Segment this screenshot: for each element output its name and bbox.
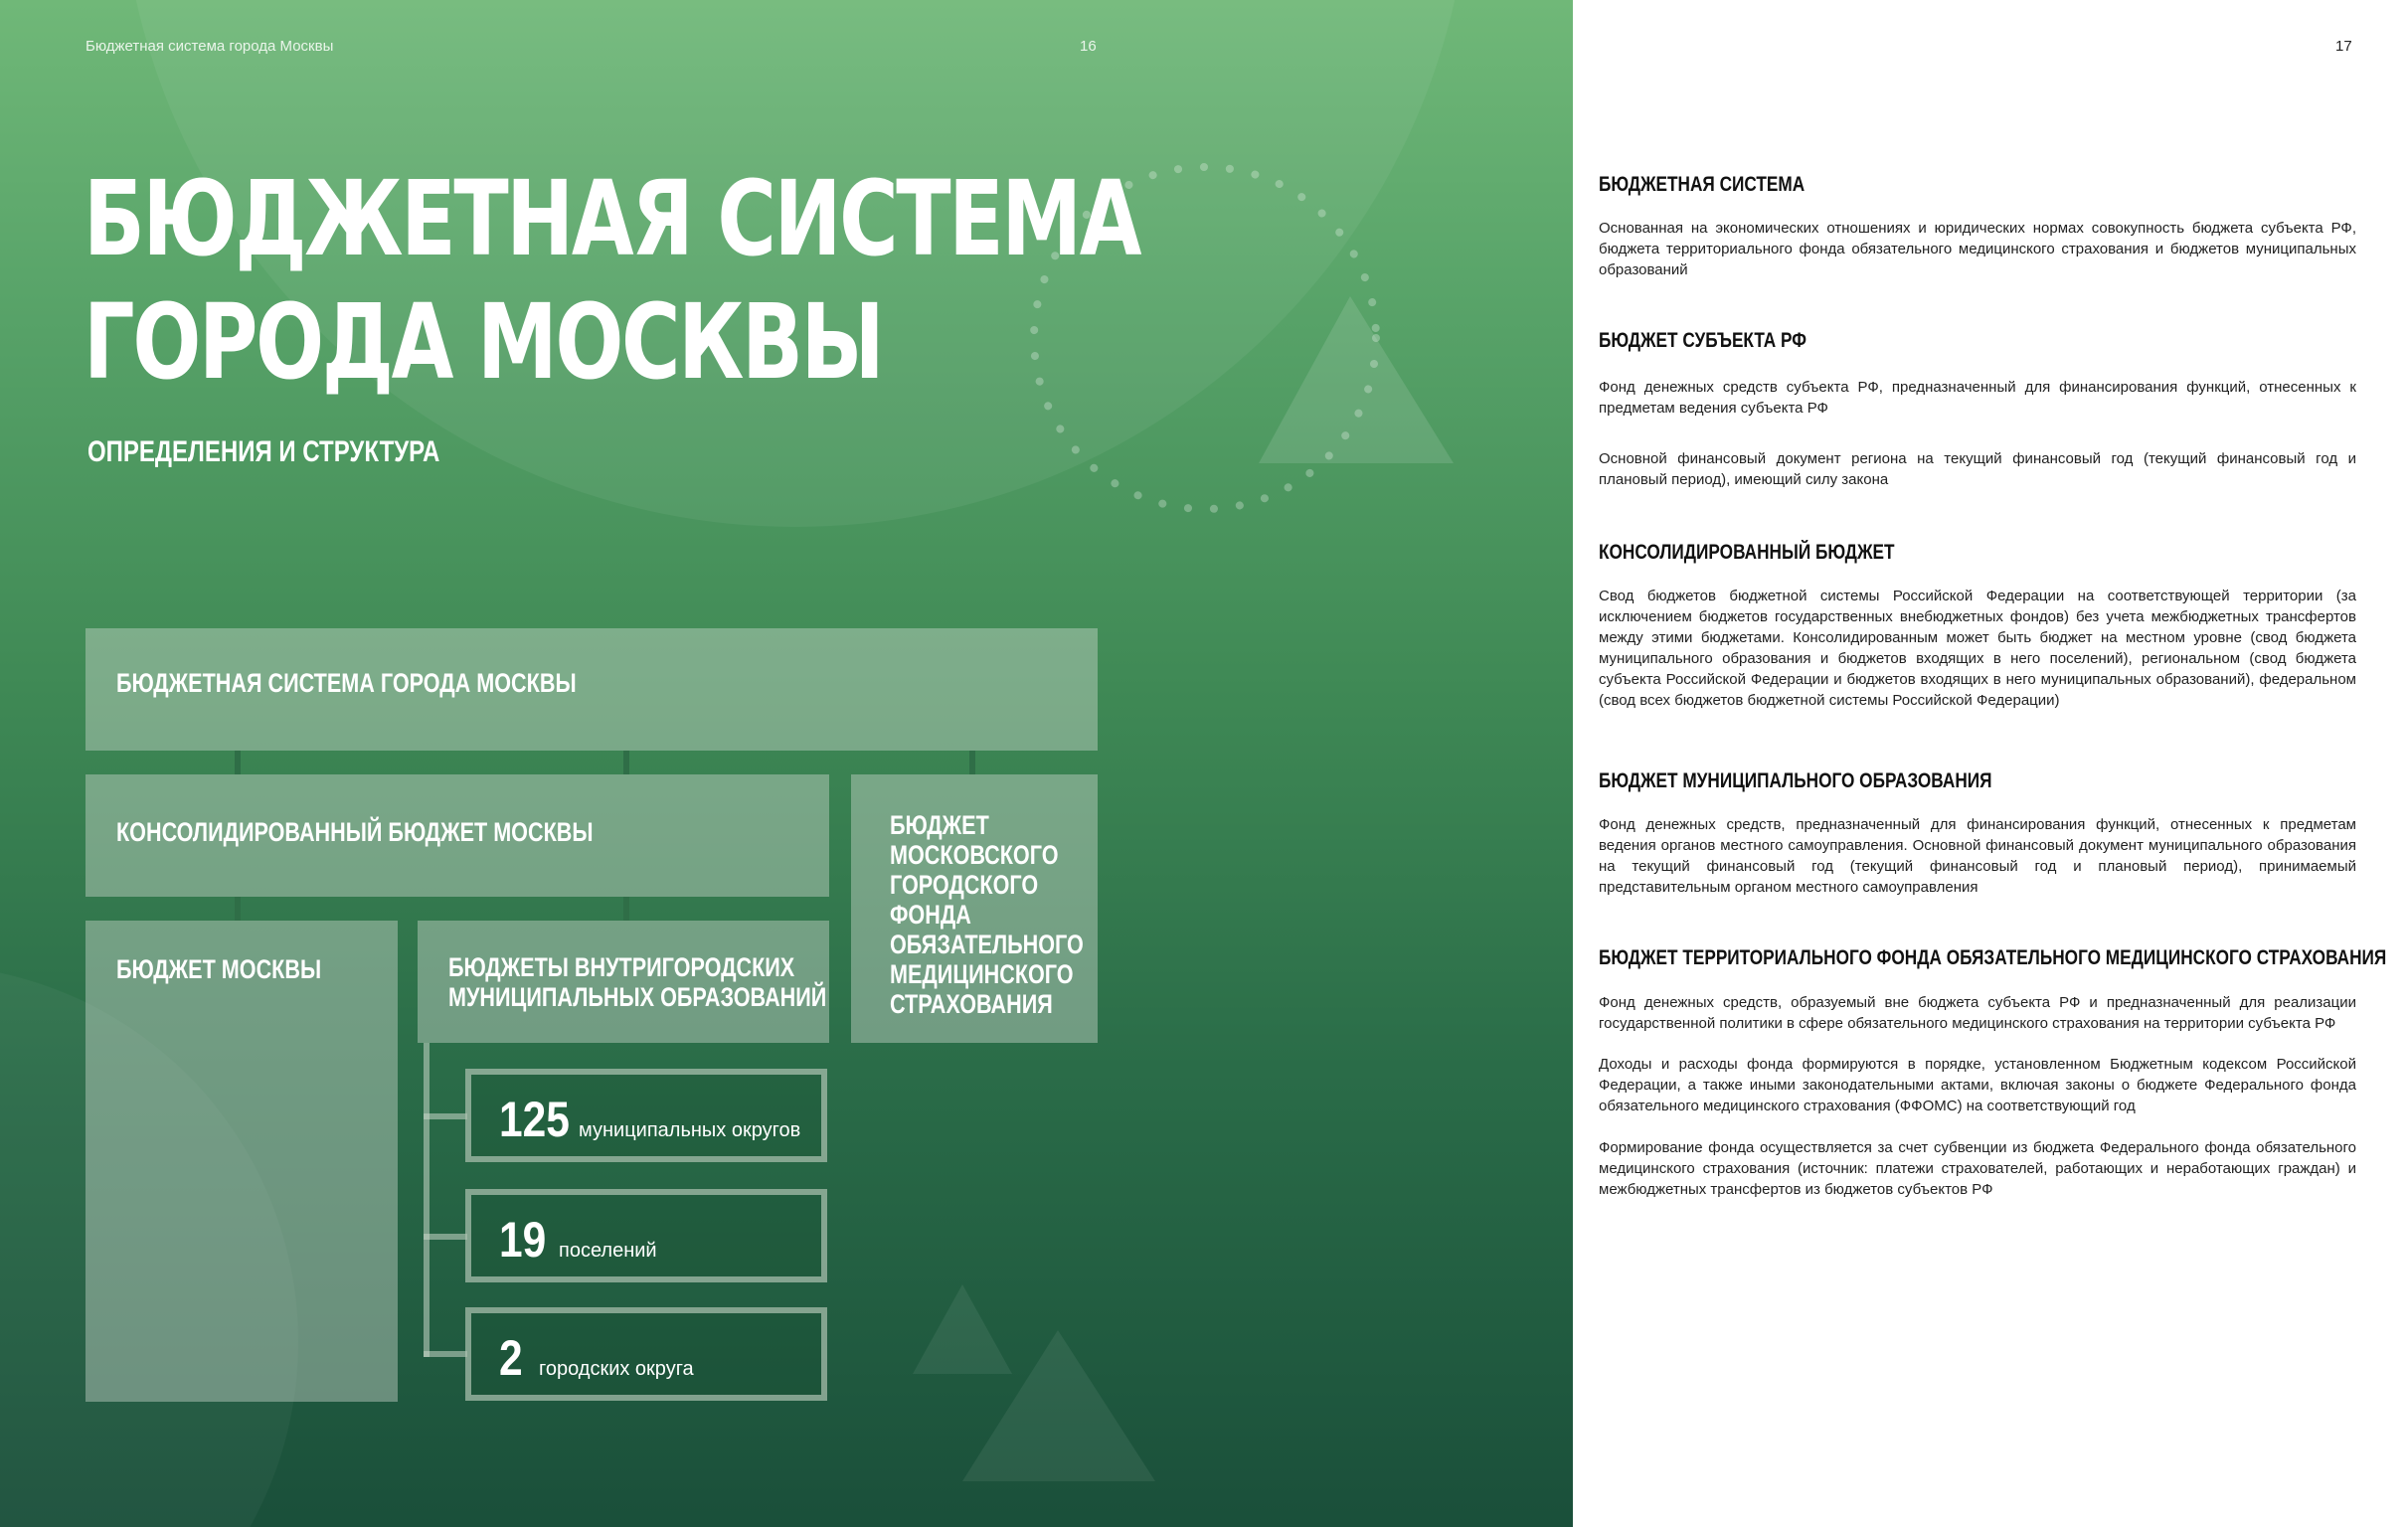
omi-fund-line: ФОНДА — [890, 900, 971, 930]
definition-text: Формирование фонда осуществляется за счет субвенции из бюджета Федерального фонда обязательного медицинского страхования (источник: платежи страхователей, работающих и неработающих граждан) и межбюджетных трансфертов из бюджетов субъектов РФ — [1599, 1139, 2356, 1198]
stat-box-municipal-districts — [465, 1069, 827, 1162]
definition-text: Фонд денежных средств, образуемый вне бюджета субъекта РФ и предназначенный для реализации государственной политики в сфере обязательного медицинского страхования на территории субъекта РФ — [1599, 994, 2356, 1032]
tree-line-horizontal — [424, 1234, 467, 1240]
page-number-right: 17 — [2335, 38, 2352, 55]
municipal-budgets-label — [448, 952, 826, 1012]
omi-fund-line: МЕДИЦИНСКОГО — [890, 959, 1074, 989]
omi-fund-line: МОСКОВСКОГО — [890, 840, 1059, 870]
connector — [623, 897, 629, 921]
stat-box-settlements — [465, 1189, 827, 1282]
diagram-root-label: БЮДЖЕТНАЯ СИСТЕМА ГОРОДА МОСКВЫ — [116, 668, 577, 698]
diagram-root-box — [86, 628, 1098, 751]
omi-fund-line: ОБЯЗАТЕЛЬНОГО — [890, 930, 1084, 959]
definition-heading: БЮДЖЕТ ТЕРРИТОРИАЛЬНОГО ФОНДА ОБЯЗАТЕЛЬНОГО МЕДИЦИНСКОГО СТРАХОВАНИЯ — [1599, 946, 2387, 969]
stat-number: 19 — [499, 1212, 547, 1268]
consolidated-budget-label: КОНСОЛИДИРОВАННЫЙ БЮДЖЕТ МОСКВЫ — [116, 817, 594, 847]
omi-fund-label — [890, 810, 1084, 1019]
tree-line-horizontal — [424, 1113, 467, 1119]
connector — [969, 751, 975, 774]
definition-text: Фонд денежных средств субъекта РФ, предназначенный для финансирования функций, отнесенных к предметам ведения субъекта РФ — [1599, 379, 2356, 417]
page-title — [84, 157, 1139, 404]
page-number-left: 16 — [1080, 38, 1097, 55]
stat-number: 125 — [499, 1092, 570, 1147]
omi-fund-line: ГОРОДСКОГО — [890, 870, 1039, 900]
triangle-shape-small — [913, 1284, 1012, 1374]
definition-heading: КОНСОЛИДИРОВАННЫЙ БЮДЖЕТ — [1599, 541, 1895, 564]
definition-text: Основанная на экономических отношениях и юридических нормах совокупность бюджета субъекта РФ, бюджета территориального фонда обязательного медицинского страхования и бюджетов муниципальных образований — [1599, 220, 2356, 278]
title-line-2: ГОРОДА МОСКВЫ — [84, 281, 883, 403]
definition-text: Доходы и расходы фонда формируются в порядке, установленном Бюджетным кодексом Российской Федерации, а также иными законодательными актами, включая законы о бюджете Федерального фонда обязательного медицинского страхования (ФФОМС) на соответствующий год — [1599, 1056, 2356, 1114]
title-line-1: БЮДЖЕТНАЯ СИСТЕМА — [84, 158, 1140, 279]
omi-fund-line: СТРАХОВАНИЯ — [890, 989, 1053, 1019]
moscow-budget-label: БЮДЖЕТ МОСКВЫ — [116, 954, 322, 984]
omi-fund-line: БЮДЖЕТ — [890, 810, 989, 840]
definition-heading: БЮДЖЕТ МУНИЦИПАЛЬНОГО ОБРАЗОВАНИЯ — [1599, 769, 1992, 792]
municipal-budgets-box — [418, 921, 829, 1043]
omi-fund-box — [851, 774, 1098, 1043]
tree-line-horizontal — [424, 1351, 467, 1357]
stat-box-city-districts — [465, 1307, 827, 1401]
connector — [235, 897, 241, 921]
tree-line-vertical — [424, 1043, 430, 1357]
moscow-budget-box — [86, 921, 398, 1402]
connector — [623, 751, 629, 774]
triangle-shape-top — [1259, 296, 1454, 463]
definition-heading: БЮДЖЕТНАЯ СИСТЕМА — [1599, 173, 1806, 196]
definition-text: Свод бюджетов бюджетной системы Российской Федерации на соответствующей территории (за исключением бюджетов государственных внебюджетных фондов) без учета межбюджетных трансфертов между этими бюджетами. Консолидированным может быть бюджет на местном уровне (свод бюджета муниципального образования и бюджетов входящих в него поселений), региональном (свод бюджета субъекта Российской Федерации и бюджетов входящих в него муниципальных образований), федеральном (свод всех бюджетов бюджетной системы Российской Федерации) — [1599, 588, 2356, 709]
municipal-budgets-line: МУНИЦИПАЛЬНЫХ ОБРАЗОВАНИЙ — [448, 982, 827, 1012]
connector — [235, 751, 241, 774]
stat-label: муниципальных округов — [579, 1119, 801, 1141]
consolidated-budget-box — [86, 774, 829, 897]
page-subtitle: ОПРЕДЕЛЕНИЯ И СТРУКТУРА — [87, 435, 440, 468]
stat-label: городских округа — [539, 1358, 694, 1380]
definition-heading: БЮДЖЕТ СУБЪЕКТА РФ — [1599, 329, 1806, 352]
stat-label: поселений — [559, 1240, 657, 1262]
running-title: Бюджетная система города Москвы — [86, 38, 334, 55]
municipal-budgets-line: БЮДЖЕТЫ ВНУТРИГОРОДСКИХ — [448, 952, 795, 982]
definition-text: Основной финансовый документ региона на текущий финансовый год (текущий финансовый год и плановый период), имеющий силу закона — [1599, 450, 2356, 488]
definition-text: Фонд денежных средств, предназначенный для финансирования функций, отнесенных к предметам ведения органов местного самоуправления. Основной финансовый документ муниципального образования на текущий финансовый год (текущий финансовый год и плановый период), принимаемый представительным органом местного самоуправления — [1599, 816, 2356, 896]
stat-number: 2 — [499, 1330, 523, 1386]
